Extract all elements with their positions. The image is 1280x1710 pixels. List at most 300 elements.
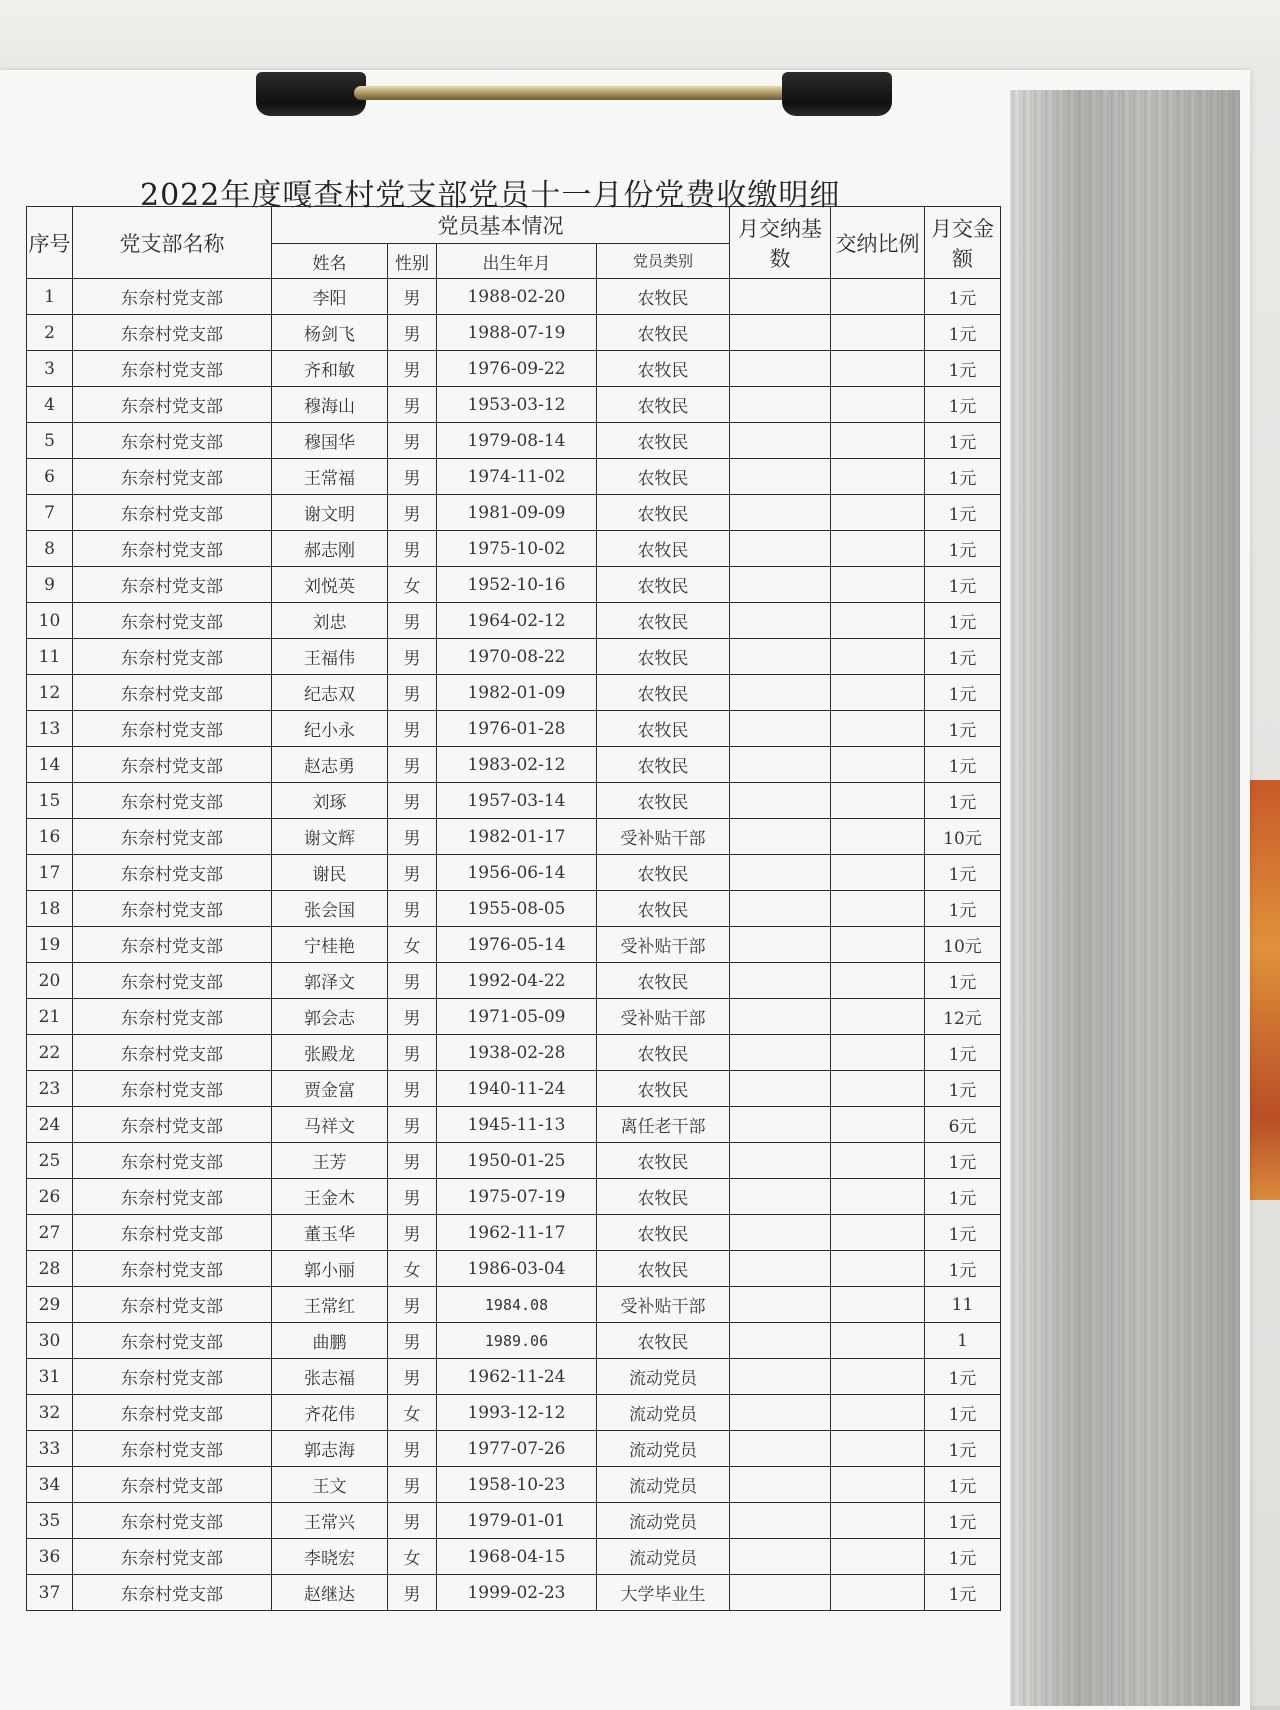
row-gender: 男 — [388, 351, 437, 387]
row-ratio — [831, 495, 925, 531]
row-amount: 1元 — [925, 891, 1001, 927]
row-ratio — [831, 1035, 925, 1071]
row-category: 农牧民 — [597, 1251, 730, 1287]
row-base — [730, 999, 831, 1035]
row-ratio — [831, 279, 925, 315]
row-gender: 男 — [388, 783, 437, 819]
row-base — [730, 531, 831, 567]
table-row — [27, 675, 1001, 711]
row-base — [730, 1251, 831, 1287]
row-gender: 女 — [388, 1539, 437, 1575]
row-name: 穆国华 — [272, 423, 388, 459]
table-row — [27, 1251, 1001, 1287]
table-row — [27, 1287, 1001, 1323]
row-amount: 1元 — [925, 1071, 1001, 1107]
row-branch: 东奈村党支部 — [73, 675, 272, 711]
row-ratio — [831, 1575, 925, 1611]
row-base — [730, 351, 831, 387]
row-category: 受补贴干部 — [597, 819, 730, 855]
row-birth: 1981-09-09 — [437, 495, 597, 531]
row-base — [730, 1323, 831, 1359]
row-category: 流动党员 — [597, 1395, 730, 1431]
row-branch: 东奈村党支部 — [73, 747, 272, 783]
row-base — [730, 855, 831, 891]
row-amount: 6元 — [925, 1107, 1001, 1143]
row-category: 农牧民 — [597, 315, 730, 351]
row-ratio — [831, 963, 925, 999]
row-branch: 东奈村党支部 — [73, 1575, 272, 1611]
row-birth: 1953-03-12 — [437, 387, 597, 423]
row-seq: 15 — [27, 783, 73, 819]
row-name: 马祥文 — [272, 1107, 388, 1143]
row-birth: 1945-11-13 — [437, 1107, 597, 1143]
row-gender: 男 — [388, 1071, 437, 1107]
row-amount: 1元 — [925, 351, 1001, 387]
row-ratio — [831, 1395, 925, 1431]
row-ratio — [831, 567, 925, 603]
header-amount: 月交金额 — [925, 207, 1001, 279]
dues-table — [26, 206, 1001, 1611]
row-amount: 11 — [925, 1287, 1001, 1323]
row-ratio — [831, 891, 925, 927]
row-base — [730, 495, 831, 531]
row-ratio — [831, 1179, 925, 1215]
header-category: 党员类别 — [597, 244, 730, 279]
row-amount: 1元 — [925, 279, 1001, 315]
row-amount: 1元 — [925, 963, 1001, 999]
row-category: 离任老干部 — [597, 1107, 730, 1143]
row-branch: 东奈村党支部 — [73, 1179, 272, 1215]
row-base — [730, 1503, 831, 1539]
row-category: 农牧民 — [597, 675, 730, 711]
row-birth: 1952-10-16 — [437, 567, 597, 603]
row-name: 董玉华 — [272, 1215, 388, 1251]
row-seq: 7 — [27, 495, 73, 531]
row-ratio — [831, 1539, 925, 1575]
row-name: 李阳 — [272, 279, 388, 315]
row-seq: 3 — [27, 351, 73, 387]
row-category: 农牧民 — [597, 891, 730, 927]
row-birth: 1993-12-12 — [437, 1395, 597, 1431]
row-birth: 1968-04-15 — [437, 1539, 597, 1575]
header-gender: 性别 — [388, 244, 437, 279]
row-ratio — [831, 1287, 925, 1323]
row-amount: 1元 — [925, 711, 1001, 747]
row-base — [730, 963, 831, 999]
row-name: 纪志双 — [272, 675, 388, 711]
row-birth: 1999-02-23 — [437, 1575, 597, 1611]
table-row — [27, 1431, 1001, 1467]
row-ratio — [831, 783, 925, 819]
row-gender: 女 — [388, 1251, 437, 1287]
table-row — [27, 783, 1001, 819]
table-row — [27, 1107, 1001, 1143]
row-amount: 1元 — [925, 1395, 1001, 1431]
row-category: 农牧民 — [597, 1323, 730, 1359]
row-seq: 25 — [27, 1143, 73, 1179]
row-gender: 男 — [388, 1503, 437, 1539]
row-category: 农牧民 — [597, 783, 730, 819]
row-name: 王常福 — [272, 459, 388, 495]
row-birth: 1992-04-22 — [437, 963, 597, 999]
table-row — [27, 1359, 1001, 1395]
row-base — [730, 279, 831, 315]
row-amount: 1元 — [925, 1575, 1001, 1611]
row-amount: 1元 — [925, 423, 1001, 459]
row-category: 农牧民 — [597, 1179, 730, 1215]
row-branch: 东奈村党支部 — [73, 1143, 272, 1179]
row-amount: 1 — [925, 1323, 1001, 1359]
row-ratio — [831, 1323, 925, 1359]
row-ratio — [831, 1431, 925, 1467]
background-object — [1246, 780, 1280, 1200]
row-gender: 男 — [388, 1467, 437, 1503]
row-ratio — [831, 459, 925, 495]
row-birth: 1974-11-02 — [437, 459, 597, 495]
row-name: 齐和敏 — [272, 351, 388, 387]
row-seq: 24 — [27, 1107, 73, 1143]
row-ratio — [831, 1503, 925, 1539]
row-name: 张殿龙 — [272, 1035, 388, 1071]
table-row — [27, 747, 1001, 783]
row-name: 曲鹏 — [272, 1323, 388, 1359]
row-branch: 东奈村党支部 — [73, 1107, 272, 1143]
row-seq: 4 — [27, 387, 73, 423]
row-ratio — [831, 711, 925, 747]
row-base — [730, 1575, 831, 1611]
row-category: 流动党员 — [597, 1467, 730, 1503]
row-seq: 31 — [27, 1359, 73, 1395]
row-gender: 男 — [388, 711, 437, 747]
table-row — [27, 351, 1001, 387]
row-category: 受补贴干部 — [597, 927, 730, 963]
row-branch: 东奈村党支部 — [73, 1395, 272, 1431]
row-category: 农牧民 — [597, 603, 730, 639]
header-birth: 出生年月 — [437, 244, 597, 279]
table-row — [27, 315, 1001, 351]
row-gender: 男 — [388, 1215, 437, 1251]
row-category: 农牧民 — [597, 1215, 730, 1251]
row-ratio — [831, 603, 925, 639]
row-gender: 男 — [388, 495, 437, 531]
row-name: 张会国 — [272, 891, 388, 927]
row-branch: 东奈村党支部 — [73, 1539, 272, 1575]
row-birth: 1989.06 — [437, 1323, 597, 1359]
row-seq: 19 — [27, 927, 73, 963]
row-gender: 男 — [388, 1359, 437, 1395]
row-gender: 男 — [388, 675, 437, 711]
row-name: 杨剑飞 — [272, 315, 388, 351]
row-category: 农牧民 — [597, 567, 730, 603]
table-row — [27, 1071, 1001, 1107]
row-seq: 1 — [27, 279, 73, 315]
row-name: 王常兴 — [272, 1503, 388, 1539]
table-row — [27, 567, 1001, 603]
row-birth: 1983-02-12 — [437, 747, 597, 783]
row-gender: 男 — [388, 603, 437, 639]
row-category: 农牧民 — [597, 1143, 730, 1179]
row-branch: 东奈村党支部 — [73, 1323, 272, 1359]
row-base — [730, 1179, 831, 1215]
row-category: 受补贴干部 — [597, 1287, 730, 1323]
row-name: 刘琢 — [272, 783, 388, 819]
header-ratio: 交纳比例 — [831, 207, 925, 279]
table-row — [27, 1467, 1001, 1503]
row-amount: 1元 — [925, 747, 1001, 783]
row-base — [730, 387, 831, 423]
row-ratio — [831, 531, 925, 567]
header-branch: 党支部名称 — [73, 207, 272, 279]
row-seq: 29 — [27, 1287, 73, 1323]
row-gender: 男 — [388, 891, 437, 927]
row-ratio — [831, 855, 925, 891]
row-base — [730, 603, 831, 639]
row-base — [730, 927, 831, 963]
row-name: 赵志勇 — [272, 747, 388, 783]
row-seq: 36 — [27, 1539, 73, 1575]
row-seq: 12 — [27, 675, 73, 711]
row-category: 农牧民 — [597, 387, 730, 423]
row-base — [730, 675, 831, 711]
row-ratio — [831, 315, 925, 351]
row-branch: 东奈村党支部 — [73, 711, 272, 747]
row-category: 流动党员 — [597, 1431, 730, 1467]
row-birth: 1988-07-19 — [437, 315, 597, 351]
row-category: 农牧民 — [597, 855, 730, 891]
table-row — [27, 423, 1001, 459]
row-name: 赵继达 — [272, 1575, 388, 1611]
row-base — [730, 1467, 831, 1503]
row-name: 郝志刚 — [272, 531, 388, 567]
row-birth: 1988-02-20 — [437, 279, 597, 315]
row-birth: 1975-07-19 — [437, 1179, 597, 1215]
table-row — [27, 711, 1001, 747]
row-name: 王文 — [272, 1467, 388, 1503]
row-amount: 1元 — [925, 675, 1001, 711]
row-seq: 10 — [27, 603, 73, 639]
row-category: 受补贴干部 — [597, 999, 730, 1035]
row-amount: 1元 — [925, 783, 1001, 819]
clip-right-grip — [782, 72, 892, 116]
row-gender: 男 — [388, 1035, 437, 1071]
row-amount: 1元 — [925, 855, 1001, 891]
row-birth: 1964-02-12 — [437, 603, 597, 639]
row-gender: 男 — [388, 1431, 437, 1467]
row-birth: 1956-06-14 — [437, 855, 597, 891]
row-seq: 27 — [27, 1215, 73, 1251]
row-branch: 东奈村党支部 — [73, 351, 272, 387]
row-category: 农牧民 — [597, 351, 730, 387]
row-name: 郭小丽 — [272, 1251, 388, 1287]
row-branch: 东奈村党支部 — [73, 387, 272, 423]
row-category: 农牧民 — [597, 495, 730, 531]
row-birth: 1979-08-14 — [437, 423, 597, 459]
row-name: 刘悦英 — [272, 567, 388, 603]
row-name: 贾金富 — [272, 1071, 388, 1107]
row-ratio — [831, 819, 925, 855]
row-branch: 东奈村党支部 — [73, 963, 272, 999]
clip-left-grip — [256, 72, 366, 116]
row-birth: 1977-07-26 — [437, 1431, 597, 1467]
table-row — [27, 639, 1001, 675]
row-amount: 1元 — [925, 1359, 1001, 1395]
row-birth: 1986-03-04 — [437, 1251, 597, 1287]
table-row — [27, 1179, 1001, 1215]
row-name: 郭泽文 — [272, 963, 388, 999]
row-seq: 2 — [27, 315, 73, 351]
row-name: 宁桂艳 — [272, 927, 388, 963]
row-gender: 男 — [388, 639, 437, 675]
row-seq: 13 — [27, 711, 73, 747]
row-seq: 30 — [27, 1323, 73, 1359]
row-amount: 1元 — [925, 459, 1001, 495]
row-ratio — [831, 1071, 925, 1107]
row-category: 农牧民 — [597, 279, 730, 315]
row-seq: 21 — [27, 999, 73, 1035]
row-category: 大学毕业生 — [597, 1575, 730, 1611]
row-base — [730, 459, 831, 495]
row-ratio — [831, 351, 925, 387]
row-ratio — [831, 387, 925, 423]
row-name: 郭志海 — [272, 1431, 388, 1467]
row-ratio — [831, 675, 925, 711]
row-birth: 1962-11-17 — [437, 1215, 597, 1251]
table-row — [27, 1323, 1001, 1359]
row-base — [730, 891, 831, 927]
header-row-1 — [27, 207, 1001, 244]
row-seq: 16 — [27, 819, 73, 855]
row-gender: 男 — [388, 819, 437, 855]
row-branch: 东奈村党支部 — [73, 1359, 272, 1395]
row-birth: 1979-01-01 — [437, 1503, 597, 1539]
row-branch: 东奈村党支部 — [73, 459, 272, 495]
row-branch: 东奈村党支部 — [73, 927, 272, 963]
table-row — [27, 495, 1001, 531]
row-ratio — [831, 1215, 925, 1251]
row-base — [730, 423, 831, 459]
row-amount: 1元 — [925, 639, 1001, 675]
row-gender: 男 — [388, 315, 437, 351]
row-branch: 东奈村党支部 — [73, 1071, 272, 1107]
table-row — [27, 1503, 1001, 1539]
row-birth: 1940-11-24 — [437, 1071, 597, 1107]
row-seq: 37 — [27, 1575, 73, 1611]
row-ratio — [831, 1251, 925, 1287]
header-seq: 序号 — [27, 207, 73, 279]
row-amount: 10元 — [925, 927, 1001, 963]
row-category: 农牧民 — [597, 1035, 730, 1071]
row-base — [730, 1143, 831, 1179]
row-seq: 14 — [27, 747, 73, 783]
row-birth: 1950-01-25 — [437, 1143, 597, 1179]
row-base — [730, 1539, 831, 1575]
row-branch: 东奈村党支部 — [73, 1287, 272, 1323]
row-amount: 1元 — [925, 1431, 1001, 1467]
table-row — [27, 999, 1001, 1035]
row-seq: 32 — [27, 1395, 73, 1431]
row-gender: 男 — [388, 999, 437, 1035]
row-branch: 东奈村党支部 — [73, 315, 272, 351]
table-row — [27, 459, 1001, 495]
row-base — [730, 819, 831, 855]
row-seq: 34 — [27, 1467, 73, 1503]
row-category: 农牧民 — [597, 1071, 730, 1107]
row-ratio — [831, 1143, 925, 1179]
row-amount: 1元 — [925, 1143, 1001, 1179]
table-row — [27, 855, 1001, 891]
table-row — [27, 1215, 1001, 1251]
row-name: 纪小永 — [272, 711, 388, 747]
row-gender: 男 — [388, 459, 437, 495]
row-branch: 东奈村党支部 — [73, 1503, 272, 1539]
table-row — [27, 819, 1001, 855]
row-gender: 男 — [388, 747, 437, 783]
row-base — [730, 1215, 831, 1251]
row-branch: 东奈村党支部 — [73, 279, 272, 315]
row-seq: 11 — [27, 639, 73, 675]
row-branch: 东奈村党支部 — [73, 783, 272, 819]
row-amount: 1元 — [925, 1035, 1001, 1071]
row-branch: 东奈村党支部 — [73, 999, 272, 1035]
row-branch: 东奈村党支部 — [73, 423, 272, 459]
row-seq: 35 — [27, 1503, 73, 1539]
row-gender: 男 — [388, 387, 437, 423]
row-branch: 东奈村党支部 — [73, 819, 272, 855]
row-gender: 男 — [388, 531, 437, 567]
row-birth: 1957-03-14 — [437, 783, 597, 819]
photocopy-shadow-strip — [1010, 90, 1240, 1706]
row-name: 谢文辉 — [272, 819, 388, 855]
row-amount: 1元 — [925, 1215, 1001, 1251]
row-base — [730, 639, 831, 675]
table-row — [27, 1539, 1001, 1575]
row-name: 张志福 — [272, 1359, 388, 1395]
row-name: 王金木 — [272, 1179, 388, 1215]
row-base — [730, 711, 831, 747]
row-seq: 33 — [27, 1431, 73, 1467]
row-birth: 1976-01-28 — [437, 711, 597, 747]
row-base — [730, 747, 831, 783]
row-birth: 1971-05-09 — [437, 999, 597, 1035]
row-seq: 18 — [27, 891, 73, 927]
row-branch: 东奈村党支部 — [73, 639, 272, 675]
table-row — [27, 603, 1001, 639]
row-base — [730, 1431, 831, 1467]
row-birth: 1938-02-28 — [437, 1035, 597, 1071]
row-branch: 东奈村党支部 — [73, 1215, 272, 1251]
row-birth: 1984.08 — [437, 1287, 597, 1323]
row-gender: 男 — [388, 1107, 437, 1143]
table-row — [27, 387, 1001, 423]
row-name: 穆海山 — [272, 387, 388, 423]
row-branch: 东奈村党支部 — [73, 531, 272, 567]
row-category: 农牧民 — [597, 531, 730, 567]
row-gender: 男 — [388, 1179, 437, 1215]
row-gender: 男 — [388, 1143, 437, 1179]
row-gender: 女 — [388, 927, 437, 963]
row-ratio — [831, 1359, 925, 1395]
row-seq: 22 — [27, 1035, 73, 1071]
row-ratio — [831, 639, 925, 675]
row-name: 谢文明 — [272, 495, 388, 531]
row-base — [730, 1071, 831, 1107]
row-amount: 1元 — [925, 603, 1001, 639]
header-basic-info: 党员基本情况 — [272, 207, 730, 244]
row-name: 王芳 — [272, 1143, 388, 1179]
row-base — [730, 567, 831, 603]
row-branch: 东奈村党支部 — [73, 1035, 272, 1071]
row-name: 李晓宏 — [272, 1539, 388, 1575]
